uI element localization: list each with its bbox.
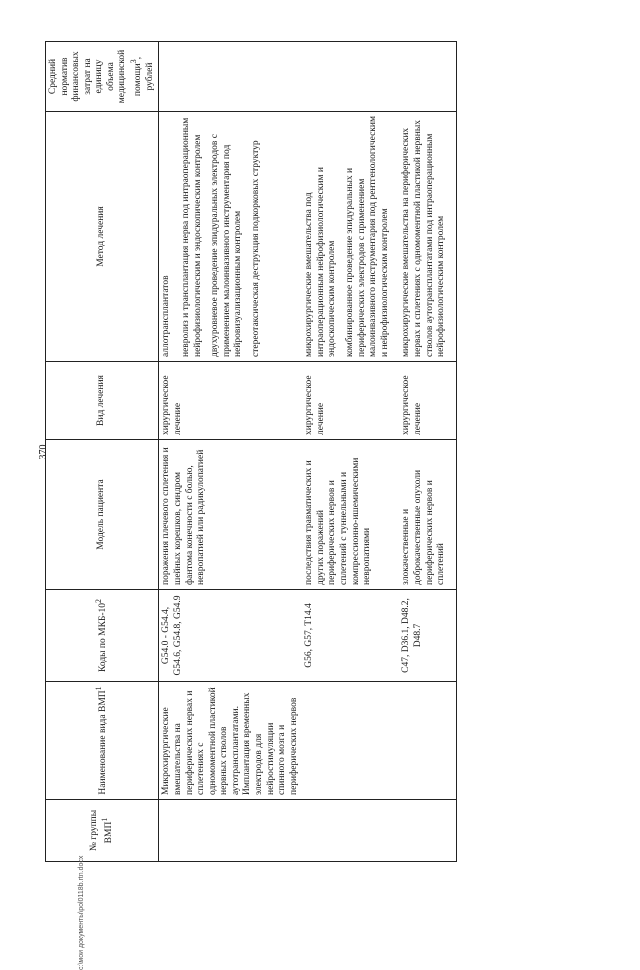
- vmp-table: [45, 41, 457, 862]
- cell-model: поражения плечевого сплетения и шейных корешков, синдром фантома конечности с болью, невропатией или радикулопатией: [159, 440, 302, 590]
- cell-cost: [399, 42, 456, 112]
- cell-group: [302, 800, 399, 862]
- header-method: Метод лечения: [46, 112, 159, 362]
- cell-name: [302, 682, 399, 800]
- cell-cost: [159, 42, 302, 112]
- header-model: Модель пациента: [46, 440, 159, 590]
- header-cost: Средний норматив финансовых затрат на единицу объема медицинской помощи$^3$, рублей: [46, 42, 159, 112]
- footer-file-path: c:\мои документы\pol0118b.rtn.docx: [78, 855, 85, 970]
- cell-model: злокачественные и доброкачественные опухоли периферических нервов и сплетений: [399, 440, 456, 590]
- cell-name: [399, 682, 456, 800]
- cell-codes: G56, G57, T14.4: [302, 590, 399, 682]
- method-list: [401, 116, 447, 357]
- cell-method: [399, 112, 456, 362]
- header-name: Наименование вида ВМП$^1$: [46, 682, 159, 800]
- method-item: стереотаксическая деструкция подкорковых структур: [250, 140, 261, 357]
- method-list: [304, 116, 391, 357]
- header-codes: Коды по МКБ-$10^2$: [46, 590, 159, 682]
- cell-type: хирургическое лечение: [399, 362, 456, 440]
- table-row: [159, 42, 302, 862]
- method-item: микрохирургические вмешательства на периферических нервах и сплетениях с одномоментной пластикой нервных стволов аутотрансплантатами под интраоперационным нейрофизиологическим контролем: [401, 120, 447, 357]
- method-item: микрохирургические вмешательства под интраоперационным нейрофизиологическим и эндоскопическим контролем: [304, 167, 338, 357]
- landscape-sheet: [45, 42, 595, 862]
- header-type: Вид лечения: [46, 362, 159, 440]
- method-list: [181, 116, 262, 357]
- cell-name: Микрохирургические вмешательства на периферических нервах и сплетениях с одномоментной пластикой нервных стволов аутотрансплантатами. Имплантация временных электродов для нейростимуляции спинного мозга и периферических нервов: [159, 682, 302, 800]
- cell-group: [399, 800, 456, 862]
- cell-group: [159, 800, 302, 862]
- cell-model: последствия травматических и других поражений периферических нервов и сплетений с туннельными и компрессионно-ишемическими невропатиями: [302, 440, 399, 590]
- page-number: 370: [38, 444, 49, 460]
- cell-cost: [302, 42, 399, 112]
- cell-type: хирургическое лечение: [302, 362, 399, 440]
- cell-type: хирургическое лечение: [159, 362, 302, 440]
- continuation-text: аллотрансплантатов: [161, 275, 172, 357]
- header-row: [46, 42, 159, 862]
- header-group: № группы ВМП$^1$: [46, 800, 159, 862]
- cell-codes: G54.0 - G54.4, G54.6, G54.8, G54.9: [159, 590, 302, 682]
- method-item: невролиз и трансплантация нерва под интраоперационным нейрофизиологическим и эндоскопическим контролем: [180, 117, 203, 357]
- cell-codes: C47, D36.1, D48.2, D48.7: [399, 590, 456, 682]
- method-item: двухуровневое проведение эпидуральных электродов с применением малоинвазивного инструментария под нейровизуализационным контролем: [210, 133, 244, 357]
- method-item: комбинированное проведение эпидуральных и периферических электродов с применением малоинвазивного инструментария под рентгенологическим и нейрофизиологическим контролем: [345, 116, 390, 357]
- cell-method: [159, 112, 302, 362]
- cell-method: [302, 112, 399, 362]
- table-row: [399, 42, 456, 862]
- table-row: [302, 42, 399, 862]
